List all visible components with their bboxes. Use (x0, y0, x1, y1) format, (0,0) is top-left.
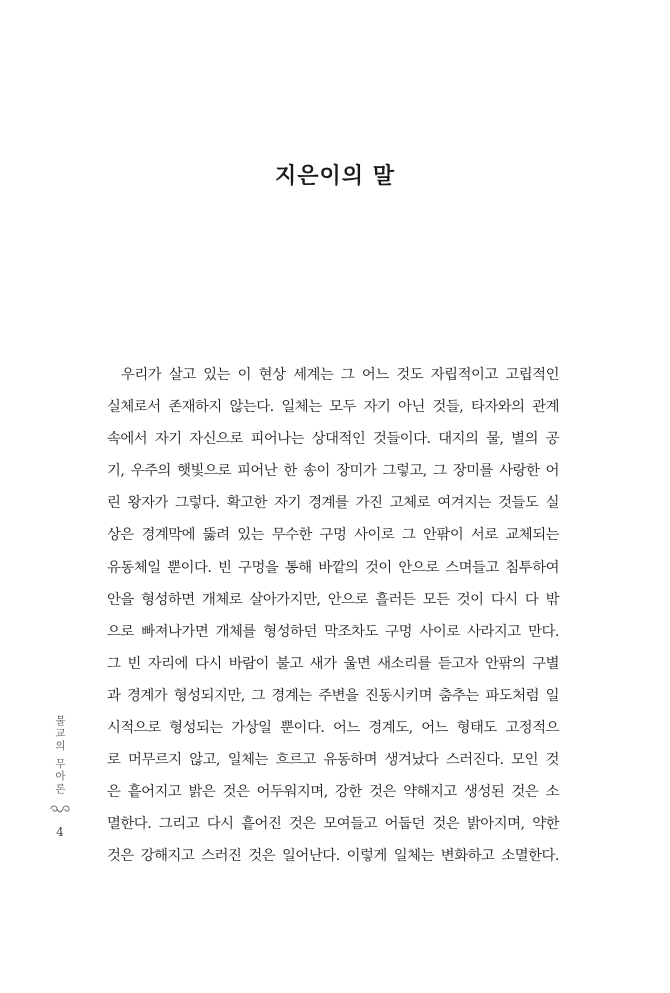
paragraph-line: 그 빈 자리에 다시 바람이 불고 새가 울면 새소리를 듣고자 안팎의 구별 (107, 655, 559, 672)
side-running-header (48, 715, 72, 839)
paragraph-line: 으로 빠져나가면 개체를 형성하던 막조차도 구멍 사이로 사라지고 만다. (107, 623, 559, 640)
paragraph-line: 로 머무르지 않고, 일체는 흐르고 유동하며 생겨났다 스러진다. 모인 것 (107, 752, 559, 769)
paragraph-line: 속에서 자기 자신으로 피어나는 상대적인 것들이다. 대지의 물, 별의 공 (107, 431, 559, 448)
swirl-ornament-icon (49, 803, 71, 815)
paragraph-line: 실체로서 존재하지 않는다. 일체는 모두 자기 아닌 것들, 타자와의 관계 (107, 399, 559, 416)
paragraph-line: 은 흩어지고 밝은 것은 어두워지며, 강한 것은 약해지고 생성된 것은 소 (107, 784, 559, 801)
page-number: 4 (56, 825, 64, 840)
paragraph-line: 안을 형성하면 개체로 살아가지만, 안으로 흘러든 모든 것이 다시 다 밖 (107, 591, 559, 608)
paragraph-line: 것은 강해지고 스러진 것은 일어난다. 이렇게 일체는 변화하고 소멸한다. (107, 848, 559, 865)
paragraph-line: 상은 경계막에 뚫려 있는 무수한 구멍 사이로 그 안팎이 서로 교체되는 (107, 527, 559, 544)
paragraph-line: 우리가 살고 있는 이 현상 세계는 그 어느 것도 자립적이고 고립적인 (121, 367, 559, 383)
paragraph-line: 과 경계가 형성되지만, 그 경계는 주변을 진동시키며 춤추는 파도처럼 일 (107, 687, 559, 704)
paragraph-line: 기, 우주의 햇빛으로 피어난 한 송이 장미가 그렇고, 그 장미를 사랑한 어 (107, 463, 559, 480)
body-text (107, 359, 559, 873)
running-book-title: 불교의 무아론 (54, 715, 66, 796)
paragraph-line: 린 왕자가 그렇다. 확고한 자기 경계를 가진 고체로 여겨지는 것들도 실 (107, 495, 559, 512)
paragraph-line: 멸한다. 그리고 다시 흩어진 것은 모여들고 어둡던 것은 밝아지며, 약한 (107, 816, 559, 833)
paragraph-line: 시적으로 형성되는 가상일 뿐이다. 어느 경계도, 어느 형태도 고정적으 (107, 720, 559, 737)
page-title: 지은이의 말 (275, 162, 395, 189)
paragraph-line: 유동체일 뿐이다. 빈 구멍을 통해 바깥의 것이 안으로 스며들고 침투하여 (107, 559, 559, 576)
